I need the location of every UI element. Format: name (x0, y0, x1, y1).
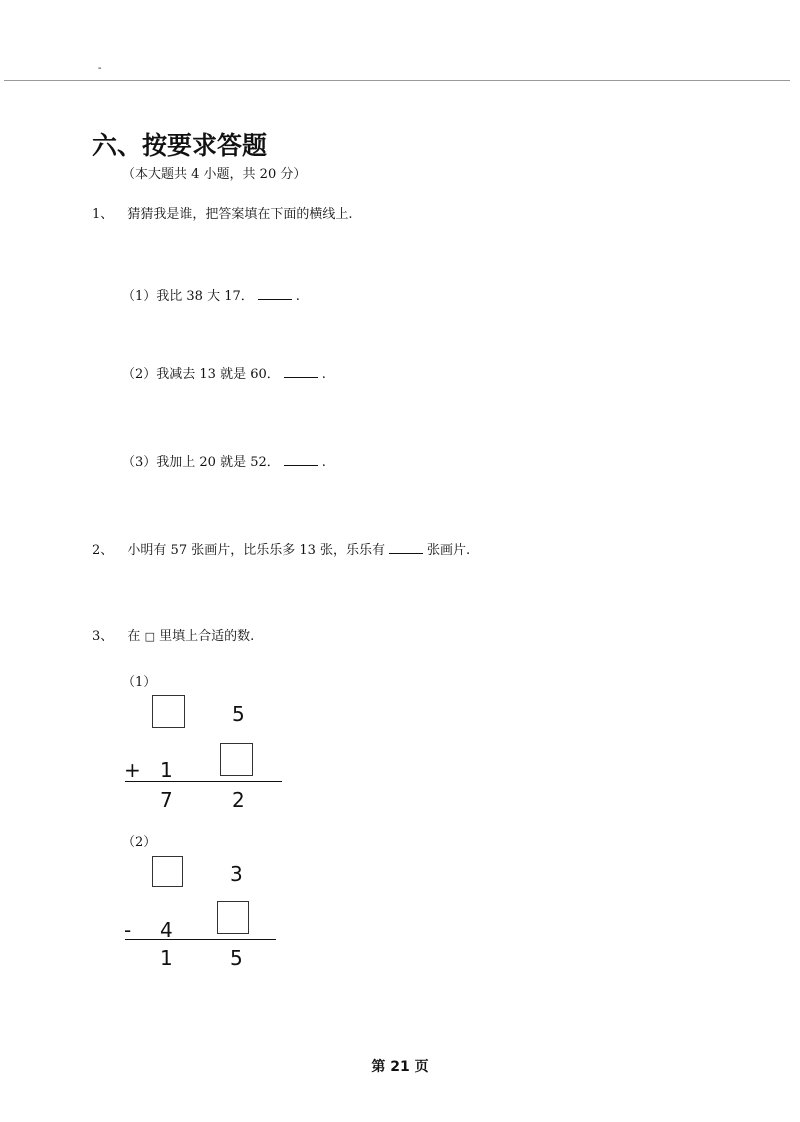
part-text: 我加上 20 就是 52． (156, 455, 280, 470)
section-note: （本大题共 4 小题，共 20 分） (122, 167, 307, 182)
part-end: . (321, 455, 326, 470)
question-1-part-1 (122, 286, 300, 306)
problem-1-result-ones: 2 (232, 788, 245, 812)
answer-blank[interactable] (284, 364, 318, 378)
part-end: . (295, 289, 300, 304)
part-text: 我比 38 大 17． (156, 289, 254, 304)
problem-2-difference-line (125, 939, 276, 940)
problem-1-label: （1） (122, 675, 157, 690)
question-text-end: 张画片. (427, 543, 471, 558)
problem-2-result-ones: 5 (230, 946, 243, 970)
square-glyph: □ (144, 630, 155, 643)
problem-1-sum-line (125, 781, 282, 782)
problem-1-second-tens: 1 (160, 758, 173, 782)
part-end: . (321, 367, 326, 382)
answer-blank[interactable] (284, 452, 318, 466)
question-3 (92, 628, 254, 646)
problem-1-blank-tens[interactable] (152, 695, 185, 728)
problem-2-top-ones: 3 (230, 862, 243, 886)
problem-2-operator: - (124, 918, 132, 942)
question-text: 在 (127, 629, 141, 644)
section-title: 六、按要求答题 (92, 131, 268, 160)
page-number: 第 21 页 (371, 1059, 429, 1075)
question-2 (92, 540, 470, 560)
problem-2-second-tens: 4 (160, 918, 173, 942)
part-label: （1） (122, 289, 157, 304)
part-label: （3） (122, 455, 157, 470)
part-label: （2） (122, 367, 157, 382)
question-text: 猜猜我是谁，把答案填在下面的横线上. (127, 207, 353, 222)
problem-1-blank-ones[interactable] (220, 743, 253, 776)
problem-1-top-ones: 5 (232, 702, 245, 726)
problem-2-blank-ones[interactable] (217, 901, 249, 934)
header-rule (4, 80, 790, 81)
answer-blank[interactable] (389, 540, 423, 554)
header-mark: - (98, 63, 102, 74)
question-text-end: 里填上合适的数. (159, 629, 255, 644)
problem-1-result-tens: 7 (160, 788, 173, 812)
part-text: 我减去 13 就是 60． (156, 367, 280, 382)
question-number: 1、 (92, 207, 114, 222)
question-1 (92, 206, 353, 224)
question-number: 2、 (92, 543, 114, 558)
answer-blank[interactable] (258, 286, 292, 300)
problem-1-operator: + (124, 758, 141, 782)
problem-2-result-tens: 1 (160, 946, 173, 970)
problem-2-blank-tens[interactable] (152, 856, 183, 887)
question-text: 小明有 57 张画片，比乐乐多 13 张，乐乐有 (127, 543, 386, 558)
question-1-part-3 (122, 452, 326, 472)
question-number: 3、 (92, 629, 114, 644)
problem-2-label: （2） (122, 835, 157, 850)
question-1-part-2 (122, 364, 326, 384)
